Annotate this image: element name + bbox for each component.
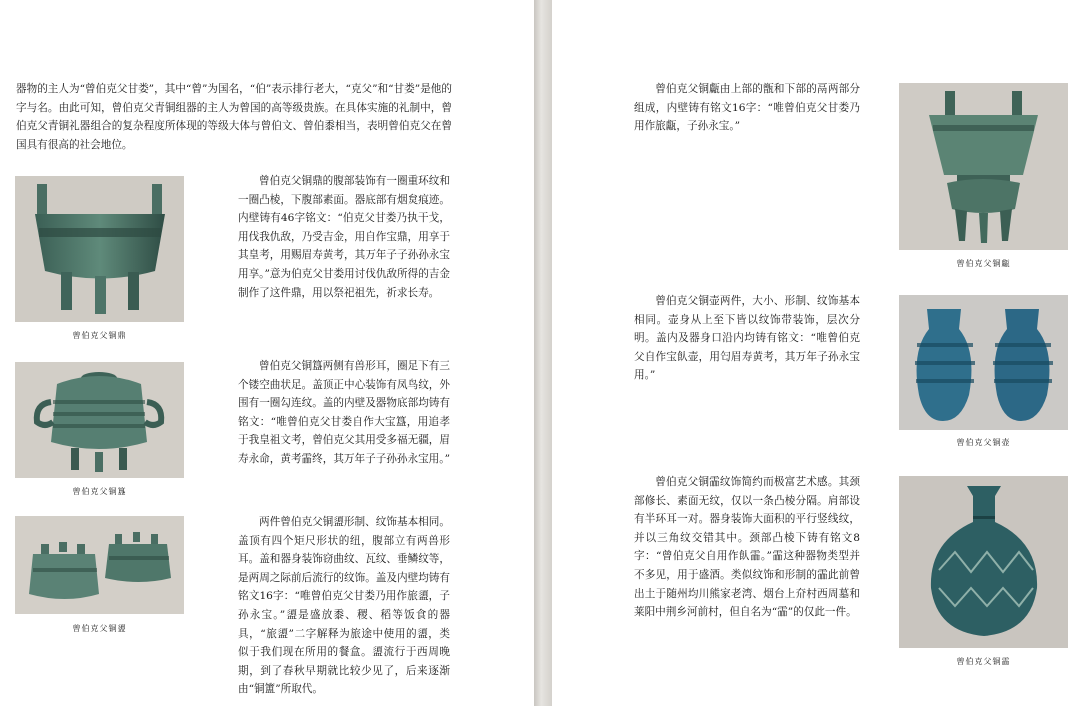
yan-photo (899, 83, 1068, 250)
xu-paragraph: 两件曾伯克父铜盨形制、纹饰基本相同。盖顶有四个矩尺形状的纽，腹部立有两兽形耳。盖和器身装饰窃曲纹、瓦纹、垂鳞纹等，是两周之际前后流行的纹饰。盖及内壁均铸有铭文16字：“唯曾伯克父甘娄乃用作旅盨，子孙永宝。”盨是盛放黍、稷、稻等饭食的器具，“旅盨”二字解释为旅途中使用的盨，类似于我们现在所用的餐盒。盨流行于西周晚期，到了春秋早期就比较少见了，后来逐渐由“铜簠”所取代。 (238, 516, 450, 696)
lei-photo (899, 476, 1068, 648)
intro-paragraph: 器物的主人为“曾伯克父甘娄”，其中“曾”为国名，“伯”表示排行老大，“克父”和“甘娄”是他的字与名。由此可知，曾伯克父青铜组器的主人为曾国的高等级贵族。在具体实施的礼制中，曾伯克父青铜礼器组合的复杂程度所体现的等级大体与曾伯文、曾伯黍相当，表明曾伯克父在曾国具有很高的社会地位。 (16, 83, 452, 151)
gui-paragraph: 曾伯克父铜簋两侧有兽形耳，圈足下有三个镂空曲状足。盖顶正中心装饰有凤鸟纹，外围有一圈勾连纹。盖的内壁及器物底部均铸有铭文：“唯曾伯克父甘娄自作大宝簋，用追孝于我皇祖文考，曾伯克父其用受多福无疆，眉寿永命，黄考霝终，其万年子子孙孙永宝用。” (238, 360, 450, 465)
lei-paragraph: 曾伯克父铜霝纹饰简约而极富艺术感。其颈部修长、素面无纹，仅以一条凸棱分隔。肩部设有半环耳一对。器身装饰大面积的平行竖线纹，并以三角纹交错其中。颈部凸棱下铸有铭文8字：“曾伯克父自用作飤霝。”霝这种器物类型并不多见，用于盛酒。类似纹饰和形制的霝此前曾出土于随州均川熊家老湾、烟台上夼村西周墓和莱阳中荆乡河前村，但自名为“霝”的仅此一件。 (634, 476, 860, 619)
ding-caption: 曾伯克父铜鼎 (72, 331, 127, 340)
xu-photo (15, 516, 184, 614)
gui-photo (15, 362, 184, 478)
yan-paragraph: 曾伯克父铜甗由上部的甑和下部的鬲两部分组成，内壁铸有铭文16字：“唯曾伯克父甘娄乃用作旅甗，子孙永宝。” (634, 83, 860, 133)
hu-photo (899, 295, 1068, 430)
right-page (552, 0, 1080, 706)
lei-caption: 曾伯克父铜霝 (956, 657, 1011, 666)
yan-caption: 曾伯克父铜甗 (956, 259, 1011, 268)
ding-photo (15, 176, 184, 322)
book-gutter (534, 0, 552, 706)
gui-caption: 曾伯克父铜簋 (72, 487, 127, 496)
ding-paragraph: 曾伯克父铜鼎的腹部装饰有一圈重环纹和一圈凸棱，下腹部素面。器底部有烟炱痕迹。内壁铸有46字铭文：“伯克父甘娄乃执干戈，用伐我仇敌，乃受吉金，用自作宝鼎，用享于其皇考，用赐眉寿黄考，其万年子子孙孙永宝用享。”意为伯克父甘娄用讨伐仇敌所得的吉金制作了这件鼎，用以祭祀祖先，祈求长寿。 (238, 175, 450, 299)
hu-paragraph: 曾伯克父铜壶两件，大小、形制、纹饰基本相同。壶身从上至下皆以纹饰带装饰，层次分明。盖内及器身口沿内均铸有铭文：“唯曾伯克父自作宝飤壶，用匄眉寿黄考，其万年子孙永宝用。” (634, 295, 860, 382)
hu-caption: 曾伯克父铜壶 (956, 438, 1011, 447)
left-page (0, 0, 534, 706)
xu-caption: 曾伯克父铜盨 (72, 624, 127, 633)
